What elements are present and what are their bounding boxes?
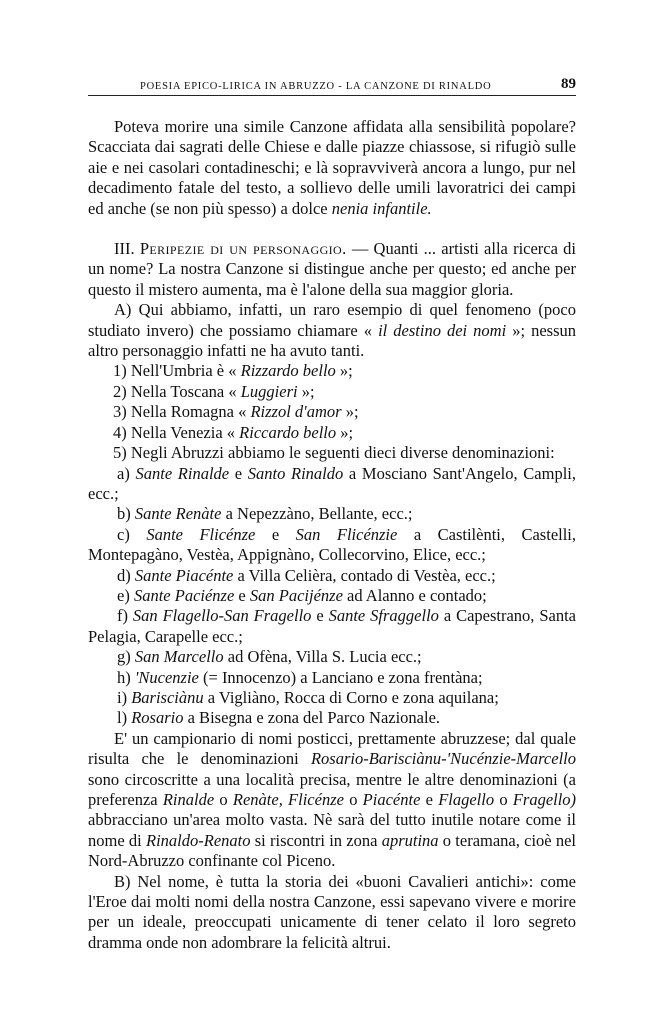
paragraph-intro: Poteva morire una simile Canzone affidata alla sensibilità popolare? Scacciata dai sagrati delle Chiese e dalle piazze chiassose, si rifugiò sulle aie e nei casolari contadineschi; e là sopravviverà ancora a lungo, pur nel decadimento fatale del testo, a sollievo delle umili lavoratrici dei campi ed anche (se non più spesso) a dolce nenia infantile. (88, 117, 576, 218)
name-item: d) Sante Piacénte a Villa Celièra, contado di Vestèa, ecc.; (117, 565, 496, 585)
region-item: 1) Nell'Umbria è « Rizzardo bello »; (113, 361, 353, 381)
name-item: h) 'Nucenzie (= Innocenzo) a Lanciano e zona frentàna; (117, 667, 483, 687)
section-number: III. (114, 239, 135, 259)
name-item: g) San Marcello ad Ofèna, Villa S. Lucia ecc.; (117, 647, 422, 667)
region-list (88, 361, 576, 463)
page-body (88, 117, 576, 953)
page-number: 89 (561, 76, 576, 92)
name-list (88, 464, 576, 729)
name-item: b) Sante Renàte a Nepezzàno, Bellante, ecc.; (117, 504, 413, 524)
region-item: 5) Negli Abruzzi abbiamo le seguenti dieci diverse denominazioni: (113, 443, 555, 463)
paragraph-e: E' un campionario di nomi posticci, prettamente abruzzese; dal quale risulta che le denominazioni Rosario-Barisciànu-'Nucénzie-Marcello sono circoscritte a una località precisa, mentre le altre denominazioni (a preferenza Rinalde o Renàte, Flicénze o Piacénte e Flagello o Fragello) abbracciano un'area molto vasta. Nè sarà del tutto inutile notare come il nome di Rinaldo-Renato si riscontri in zona aprutina o teramana, cioè nel Nord-Abruzzo confinante col Piceno. (88, 728, 577, 871)
name-item: i) Barisciànu a Vigliàno, Rocca di Corno e zona aquilana; (117, 687, 499, 707)
name-item: l) Rosario a Bisegna e zona del Parco Nazionale. (117, 708, 441, 728)
name-item: e) Sante Paciénze e San Pacijénze ad Alanno e contado; (117, 585, 487, 605)
name-item: f) San Flagello-San Fragello e Sante Sfraggello a Capestrano, Santa Pelagia, Carapelle ecc.; (88, 606, 576, 646)
region-item: 3) Nella Romagna « Rizzol d'amor »; (113, 402, 359, 422)
running-title: POESIA EPICO-LIRICA IN ABRUZZO - LA CANZONE DI RINALDO (140, 81, 492, 92)
region-item: 4) Nella Venezia « Riccardo bello »; (113, 422, 354, 442)
section-heading-paragraph: III. Peripezie di un personaggio. — Quanti ... artisti alla ricerca di un nome? La nostra Canzone si distingue anche per questo; ed anche per questo il mistero aumenta, ma è l'alone della sua maggior gloria. (88, 239, 576, 299)
page-header (88, 77, 576, 96)
paragraph-b: B) Nel nome, è tutta la storia dei «buoni Cavalieri antichi»: come l'Eroe dai molti nomi della nostra Canzone, essi sapevano vivere e morire per un ideale, preoccupati unicamente di tener celato il loro segreto dramma onde non adombrare la felicità altrui. (88, 871, 576, 952)
section-title: Peripezie di un personaggio. (139, 239, 347, 259)
paragraph-a: A) Qui abbiamo, infatti, un raro esempio di quel fenomeno (poco studiato invero) che possiamo chiamare « il destino dei nomi »; nessun altro personaggio infatti ne ha avuto tanti. (88, 300, 577, 361)
name-item: a) Sante Rinalde e Santo Rinaldo a Mosciano Sant'Angelo, Campli, ecc.; (88, 463, 576, 503)
region-item: 2) Nella Toscana « Luggieri »; (113, 381, 315, 401)
name-item: c) Sante Flicénze e San Flicénzie a Castilènti, Castelli, Montepagàno, Vestèa, Appignàno, Collecorvino, Elice, ecc.; (88, 524, 577, 565)
